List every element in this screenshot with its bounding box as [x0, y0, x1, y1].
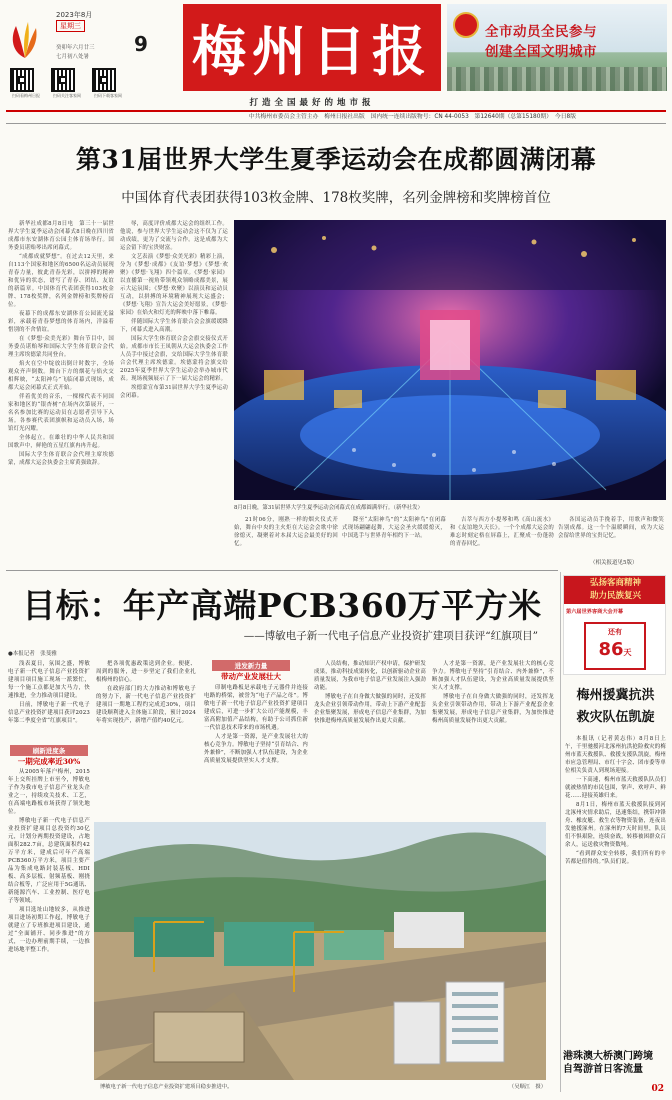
- story1-column-2: [120, 220, 228, 560]
- cityscape-image: [447, 67, 667, 91]
- factory-aerial-photo[interactable]: [94, 822, 546, 1080]
- brief-headline-1: 港珠澳大桥澳门跨境: [563, 1051, 653, 1062]
- paragraph: 人才是第一资源，是产业发展壮大的核心竞争力。博敏电子坚持“引育结合、内外兼修”，不断加强人才队伍建设，为企业高质量发展提供坚实人才支撑。: [432, 661, 554, 691]
- paragraph: 伴着优美的音乐，一棵棵代表不同国家和地区的“银杏树”在场内次第展开，一名名参加比赛的运动员在志愿者引导下入场。各参赛代表团旗帜和运动员入场，场馆灯光闪耀。: [8, 394, 114, 432]
- paragraph: 8月1日，梅州市蓝天救援队接到河北涿州灾情求助后，迅速集结，携带冲锋舟、橡皮艇、救生衣等物资装备，连夜出发驰援涿州。在涿州的7天时间里，队员们不惧艰险，连续奋战，转移被困群众百余人，运送救灾物资数吨。: [565, 802, 666, 848]
- paragraph: 辱，高度评价成都大运会的组织工作。他说，参与世界大学生运动会这不仅为了运动成绩，更为了交流与合作。这是成都为大运会留下的宝贵财富。: [120, 221, 228, 251]
- paragraph: 夜幕下的成都东安湖体育公园流光溢彩，承载着青春梦想的体育场内，洋溢着惜别的不舍情谊。: [8, 311, 114, 333]
- subsection-a-header: [10, 745, 88, 767]
- story2-column-1: [8, 660, 90, 742]
- paragraph: 在政府部门的大力推动和博敏电子的努力下，新一代电子信息产业投资扩建项目一期地工程约完成近30%，项目建设顺利进入主体施工阶段，预计2024年将实现投产，新增产值约40亿元。: [96, 686, 196, 724]
- subsection-b-header: [212, 660, 290, 682]
- paragraph: 博敏电子在自身做大做强的同时，还发挥龙头企业引领带动作用，带动上下游产业配套企业集聚发展，形成电子信息产业集群，为加快推进梅州高质量发展作出更大贡献。: [314, 694, 426, 724]
- paper-name-banner: [183, 4, 441, 91]
- headline-line-1: 梅州援冀抗洪: [576, 688, 655, 703]
- paragraph: 一下高速，梅州市蓝天救援队队员们就被热情的市民包围，掌声、欢呼声、鲜花……迎接英雄归来。: [565, 777, 666, 799]
- paragraph: 日前，博敏电子新一代电子信息产业投资扩建项目获评2023年第二季度全省“红旗项目”。: [8, 702, 90, 724]
- paragraph: 浅表夏日，氛围之盛，博敏电子新一代电子信息产业投资扩建项目项目施工现场一派繁忙，每一个施工点都是加大马力，快速推进，全力推动项目建设。: [8, 661, 90, 699]
- story1-lower-4: [558, 516, 664, 558]
- sidebar-story-text: [565, 735, 666, 1045]
- column-rule: [560, 572, 561, 1092]
- page-number: 02: [651, 1084, 664, 1094]
- paragraph: 新华社成都8月8日电 第三十一届世界大学生夏季运动会闭幕式8日晚在四川省成都市东安湖体育公园主体育场举行。国务委员谌贻琴出席闭幕式。: [8, 221, 114, 251]
- paragraph: “看到群众安全转移，我们所有的辛苦都是值得的。”队员们说。: [565, 851, 666, 865]
- subsection-title: 带动产业发展壮大: [221, 672, 281, 681]
- story2-column-1b: [8, 768, 90, 1094]
- flood-relief-headline[interactable]: [565, 685, 666, 729]
- paragraph: 伴随国际大学生体育联合会会旗缓缓降下，闭幕式进入高潮。: [120, 319, 228, 333]
- related-link[interactable]: （相关报道见5版）: [590, 560, 638, 566]
- headline-line-2: 救灾队伍凯旋: [576, 710, 655, 725]
- countdown-value: [586, 639, 644, 660]
- construction-site-image: [94, 822, 546, 1080]
- countdown-days: 86: [598, 639, 624, 660]
- countdown-label: 还有: [608, 627, 622, 636]
- paragraph: 全体起立。在雄壮的中华人民共和国国歌声中，鲜艳的五星红旗冉冉升起。: [8, 435, 114, 449]
- ad-line-2: 创建全国文明城市: [485, 44, 597, 60]
- paragraph: 21时06分，刚熟一样的烟火仪式开始，舞台中央的主火炬在大运会会歌中徐徐熄灭，凝聚着对本届大运会最美好的回忆。: [234, 517, 338, 547]
- qr-caption: 扫码看梅州日报: [12, 93, 40, 98]
- countdown-unit: 天: [623, 648, 632, 657]
- qr-caption: 扫码下载客家网: [94, 93, 122, 98]
- paper-name: 梅州日报: [192, 19, 432, 83]
- story2-column-5: [432, 660, 554, 816]
- paragraph: 在《梦想·众美光彩》舞台节目中，国务委员谌贻琴和国际大学生体育联合会代理主席埃德蒙共同登台。: [8, 336, 114, 358]
- emblem-icon: [453, 12, 479, 38]
- paragraph: 本报讯（记者黄志伟）8月8日上午，千里驰援河北涿州抗洪抢险救灾的梅州市蓝天救援队、救援支援队凯旋，梅州市应急管理局、市红十字会、团市委等单位相关负责人到现场迎接。: [565, 736, 666, 774]
- paragraph: 人才是第一资源，是产业发展壮大的核心竞争力。博敏电子坚持“引育结合、内外兼修”，不断加强人才队伍建设，为企业高质量发展提供坚实人才支撑。: [204, 734, 308, 764]
- paragraph: 吉萃与西方小提琴和鸣《高山流水》和《友谊地久天长》。一个个成都大运会的难忘时刻定格在屏幕上，汇聚成一份蓬勃的青春回忆。: [450, 517, 554, 547]
- date-block: [56, 10, 92, 32]
- paragraph: 国际大学生体育联合会会旗交接仪式开始。成都市市长王凤朝从大运会执委会工作人员手中接过会旗，交给国际大学生体育联合会代理主席埃德蒙。埃德蒙将会旗交给2025年夏季世界大学生运动会举办城市代表。现场视频展示了下一届大运会的精彩。: [120, 336, 228, 382]
- lunar-line-1: 癸卯年六月廿三: [56, 45, 95, 51]
- countdown-box: [584, 622, 646, 670]
- story1-lower-1: [234, 516, 338, 566]
- paragraph: 人员结构，推动知识产权申请，保护研发成果，推动科技成果转化，以创新驱动企业高质量发展，为我市电子信息产业发展注入强劲动能。: [314, 661, 426, 691]
- story2-column-2: [96, 660, 196, 816]
- subsection-title: 一期完成率近30%: [17, 757, 81, 766]
- story2-column-4: [314, 660, 426, 816]
- games-line: 第六届世界客商大会开幕: [566, 609, 624, 615]
- banner-line-1: 弘扬客商精神: [589, 578, 641, 588]
- second-headline[interactable]: 目标：年产高端PCB360万平方米: [22, 586, 542, 625]
- paragraph: 从2005年落户梅州，2015年上交所挂牌上市至今，博敏电子作为我市电子信息产业龙头企业之一，持续攻关技术、工艺，在高端电路板市场获得了领先地位。: [8, 769, 90, 815]
- paragraph: 埃德蒙宣布第31届世界大学生夏季运动会闭幕。: [120, 385, 228, 399]
- paragraph: 降至“太阳神鸟”的“太阳神鸟”在闭幕式现场翩翩起舞，大运会圣火缓缓熄灭，中国选手与世界青年相约下一站。: [342, 517, 446, 539]
- paragraph: 博敏电子新一代电子信息产业投资扩建项目总投资约30亿元，计划分两期投资建设，占地面积282.7亩，总建筑面积约42万平方米，建成后可年产高端PCB360万平方米，项目主要产品为集成电路封装基板、HDI板、高多层板、射频基板、刚挠结合板等，广泛应用于5G通讯、新能源汽车、工业控制、医疗电子等领域。: [8, 818, 90, 904]
- photo-caption: [100, 1082, 546, 1090]
- civilized-city-ad[interactable]: [447, 4, 667, 91]
- day-number: 9: [134, 32, 148, 56]
- brief-headline-2: 自驾游首日客流量: [563, 1064, 643, 1075]
- story1-lower-2: [342, 516, 446, 566]
- lead-headline[interactable]: 第31届世界大学生夏季运动会在成都圆满闭幕: [75, 145, 597, 174]
- stadium-scene-image: [234, 220, 666, 500]
- section-tag: 刷新进度条: [10, 745, 88, 756]
- lunar-line-2: 七月初八处暑: [56, 54, 90, 60]
- closing-ceremony-photo[interactable]: [234, 220, 666, 500]
- byline: ●本报记者 张斐雅: [8, 651, 57, 657]
- qr-codes: [10, 68, 124, 99]
- story1-lower-3: [450, 516, 554, 566]
- issue-date: 2023年8月: [56, 11, 93, 19]
- lead-subheadline: 中国体育代表团获得103枚金牌、178枚奖牌，名列金牌榜和奖牌榜首位: [121, 190, 551, 206]
- paragraph: 各国运动员手挽着手，用歌声和微笑告别成都。这一个个温暖瞬间，成为大运会留给世界的宝贵记忆。: [558, 517, 664, 539]
- paragraph: 把各项优惠政策送到企业。便捷、周到的服务，进一步坚定了我们企业扎根梅州的信心。: [96, 661, 196, 683]
- paragraph: 焰火在空中绽放出倒计时数字，全场观众齐声倒数。舞台下方的烟花与焰火交相辉映，“太阳神鸟”飞临闭幕式现场，成都大运会闭幕式正式开始。: [8, 361, 114, 391]
- story2-column-3: [204, 684, 308, 816]
- paragraph: 文艺表演《梦想·众美光彩》精彩上演，分为《梦想·成都》《友谊·梦想》《梦想·欢聚》《梦想·飞翔》四个篇章。《梦想·家园》以直播第一视角带领观众领略成都美景，展示大运氛围；《梦想·欢聚》以演员和运动员互动，以拼搏的环境精神展现大运盛会；《梦想·飞翔》宣告大运会美好愿景，《梦想·家园》在焰火和灯光的辉映中落下帷幕。: [120, 254, 228, 316]
- paragraph: 博敏电子在自身做大做强的同时，还发挥龙头企业引领带动作用，带动上下游产业配套企业集聚发展，形成电子信息产业集群，为加快推进梅州高质量发展作出更大贡献。: [432, 694, 554, 724]
- banner-line-2: 助力民族复兴: [589, 591, 641, 601]
- photo-credit: （吴顺江 摄）: [508, 1084, 546, 1090]
- weekday: 星期三: [56, 20, 85, 32]
- story1-column-1: [8, 220, 114, 560]
- qr-code-icon[interactable]: [51, 68, 75, 92]
- paragraph: 印制电路板是承载电子元器件并连接电路的桥梁，被誉为“电子产品之母”。博敏电子新一代电子信息产业投资扩建项目建成后，可进一步扩大公司产能规模，丰富高附加值产品结构，有助于公司抓住新一代信息技术带来的市场机遇。: [204, 685, 308, 731]
- lunar-date: [56, 44, 95, 62]
- paragraph: “成都成就梦想”。在过去12天里，来自113个国家和地区的6500名运动员展现青春力量，彼此青春光彩，以拼搏的精神和优异的状态，谱写了青春、团结、友谊的新篇章。中国体育代表团获得103枚金牌、178枚奖牌，名列金牌榜和奖牌榜首位。: [8, 254, 114, 308]
- red-banner: [564, 576, 666, 604]
- section-tag: 进发新力量: [212, 660, 290, 671]
- paragraph: 国际大学生体育联合会代理主席埃德蒙，成都大运会执委会主席黄强致辞。: [8, 452, 114, 466]
- qr-caption: 扫码关注客家网: [53, 93, 81, 98]
- paragraph: 项目选址山地较多，从推进项目进场初期工作起，博敏电子就建立了专班推进项目建设，通过“全面铺开、同步推进”的方式，一边办理前期手续，一边推进场地平整工作。: [8, 907, 90, 953]
- bridge-brief[interactable]: [563, 1050, 666, 1096]
- ad-line-1: 全市动员全民参与: [485, 24, 597, 40]
- paper-slogan: 打造全国最好的地市报: [249, 98, 375, 108]
- qr-code-icon[interactable]: [10, 68, 34, 92]
- qr-code-icon[interactable]: [92, 68, 116, 92]
- masthead-left: [6, 4, 176, 96]
- caption-text: 博敏电子新一代电子信息产业投资扩建项目稳步推进中。: [100, 1084, 233, 1090]
- second-subheadline: ——博敏电子新一代电子信息产业投资扩建项目获评“红旗项目”: [243, 630, 538, 642]
- section-divider: [6, 570, 558, 571]
- newspaper-logo-icon: [6, 18, 44, 62]
- publication-info: 中共梅州市委员会主管主办 梅州日报社出版 国内统一连续出版物号：CN 44-0053 第12640期（总第15180期） 今日8版: [6, 110, 666, 124]
- photo-caption: 8月8日晚，第31届世界大学生夏季运动会闭幕式在成都圆满举行。（新华社发）: [234, 505, 423, 511]
- expo-countdown-box[interactable]: [563, 575, 666, 675]
